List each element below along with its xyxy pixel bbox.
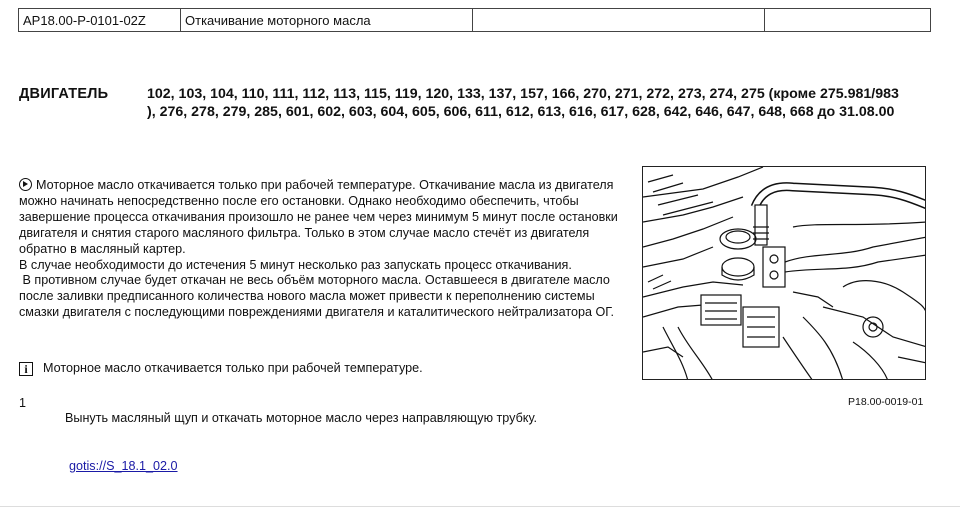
step-instruction: Вынуть масляный щуп и откачать моторное масло через направляющую трубку. [65, 411, 537, 425]
info-box-icon: i [19, 362, 33, 376]
warning-paragraph-1 [19, 178, 619, 258]
header-cell-empty-2 [765, 9, 931, 32]
warning-paragraph-2: В случае необходимости до истечения 5 минут несколько раз запускать процесс откачивания. [19, 257, 572, 272]
document-header-table [18, 8, 931, 32]
warning-paragraph-3 [19, 273, 619, 321]
figure-caption: P18.00-0019-01 [848, 396, 924, 408]
info-text: Моторное масло откачивается только при рабочей температуре. [43, 361, 423, 375]
header-row [19, 9, 931, 32]
warning-text-1: Моторное масло откачивается только при рабочей температуре. Откачивание масла из двигателя можно начинать непосредственно после его остановки. Однако необходимо обеспечить, чтобы завершение процесса откачивания произошло не ранее чем через минимум 5 минут после остановки двигателя и снятия старого масляного фильтра. Только в этом случае масло стечёт из двигателя обратно в масляный картер. [19, 178, 618, 256]
warning-circle-icon [19, 178, 32, 191]
document-title: Откачивание моторного масла [181, 9, 473, 32]
document-code: AP18.00-P-0101-02Z [19, 9, 181, 32]
engine-model-list: 102, 103, 104, 110, 111, 112, 113, 115, 119, 120, 133, 137, 157, 166, 270, 271, 272, 273, 274, 275 (кроме 275.981/983 ), 276, 278, 279, 285, 601, 602, 603, 604, 605, 606, 611, 612, 613, 616, 617, 628, 642, 646, 647, 648, 668 до 31.08.00 [147, 86, 899, 120]
gotis-reference-link[interactable]: gotis://S_18.1_02.0 [69, 459, 178, 473]
page-bottom-divider [0, 506, 960, 507]
engine-line-drawing [643, 167, 926, 380]
header-cell-empty-1 [473, 9, 765, 32]
warning-block [19, 178, 619, 321]
engine-label: ДВИГАТЕЛЬ [19, 86, 109, 102]
warning-text-3: В противном случае будет откачан не весь объём моторного масла. Оставшееся в двигателе масло после заливки предписанного количества нового масла может привести к переполнению системы смазки двигателя с последующими повреждениями двигателя и каталитического нейтрализатора ОГ. [19, 273, 615, 320]
step-number: 1 [19, 396, 27, 410]
engine-illustration [642, 166, 926, 380]
info-note [19, 360, 423, 376]
